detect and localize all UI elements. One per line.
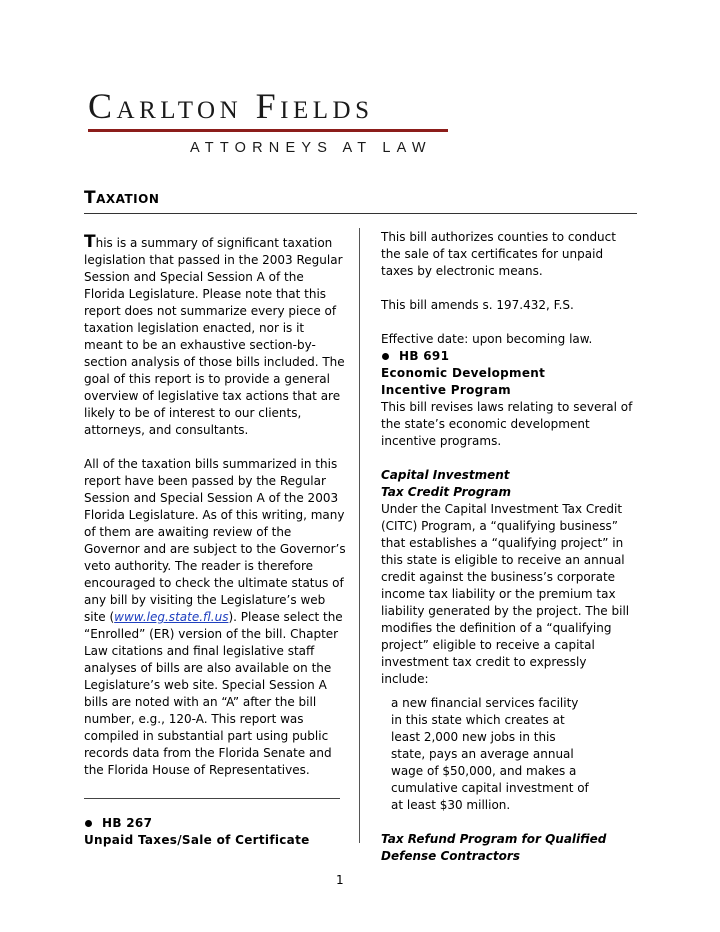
page-number: 1 [336,873,344,887]
drop-cap: T [84,232,96,252]
legislature-link[interactable]: www.leg.state.fl.us [114,610,229,624]
firm-name: Carlton Fields [88,86,374,126]
citc-heading-line1: Capital Investment [381,468,510,482]
hb267-effective-date: Effective date: upon becoming law. [381,332,593,346]
section-title: Taxation [84,188,160,208]
status-paragraph: All of the taxation bills summarized in this report have been passed by the Regular Session and Special Session A of the 2003 Florida Legislature. As of this writing, many of them are awaiting review of the Governor and are subject to the Governor’s veto authority. The reader is therefore encouraged to check the ultimate status of any bill by visiting the Legislature’s web site (www.leg.state.fl.us). Please select the “Enrolled” (ER) version of the bill. Chapter Law citations and final legislative staff analyses of bills are also available on the Legislature’s web site. Special Session A bills are noted with an “A” after the bill number, e.g., 120-A. This report was compiled in substantial part using public records data from the Florida Senate and the Florida House of Representatives. [84,457,346,777]
citc-heading-line2: Tax Credit Program [381,485,511,499]
column-divider [359,228,360,843]
hb267-amends: This bill amends s. 197.432, F.S. [381,298,574,312]
firm-tagline: ATTORNEYS AT LAW [190,140,432,156]
bill-heading-hb267: HB 267 [84,815,346,832]
hb267-summary: This bill authorizes counties to conduct the sale of tax certificates for unpaid taxes by electronic means. [381,230,616,278]
bill-title-hb691-line2: Incentive Program [381,383,511,397]
bullet-icon [382,353,389,360]
bill-heading-hb691: HB 691 [381,348,637,365]
citc-indented-definition: a new financial services facility in this state which creates at least 2,000 new jobs in this state, pays an average annual wage of $50,000, and makes a cumulative capital investment of at least $30 million. [391,696,589,812]
left-column-rule [84,798,340,799]
logo-rule [88,129,448,132]
right-column [381,229,637,865]
citc-paragraph: Under the Capital Investment Tax Credit (CITC) Program, a “qualifying business” that establishes a “qualifying project” in this state is eligible to receive an annual credit against the business’s corporate income tax liability or the premium tax liability generated by the project. The bill modifies the definition of a “qualifying project” eligible to receive a capital investment tax credit to expressly include: [381,502,630,686]
intro-paragraph: This is a summary of significant taxation legislation that passed in the 2003 Regular Session and Special Session A of the Florida Legislature. Please note that this report does not summarize every piece of taxation legislation enacted, nor is it meant to be an exhaustive section-by-section analysis of those bills included. The goal of this report is to provide a general overview of legislative tax actions that are likely to be of interest to our clients, attorneys, and consultants. [84,232,345,437]
bill-title-hb267: Unpaid Taxes/Sale of Certificate [84,833,310,847]
bullet-icon [85,820,92,827]
title-rule [84,213,637,214]
bill-title-hb691-line1: Economic Development [381,366,546,380]
defense-heading-line1: Tax Refund Program for Qualified [381,832,607,846]
hb691-summary: This bill revises laws relating to several of the state’s economic development incentive programs. [381,400,633,448]
firm-logo [88,86,448,156]
defense-heading-line2: Defense Contractors [381,849,520,863]
left-column [84,234,346,849]
